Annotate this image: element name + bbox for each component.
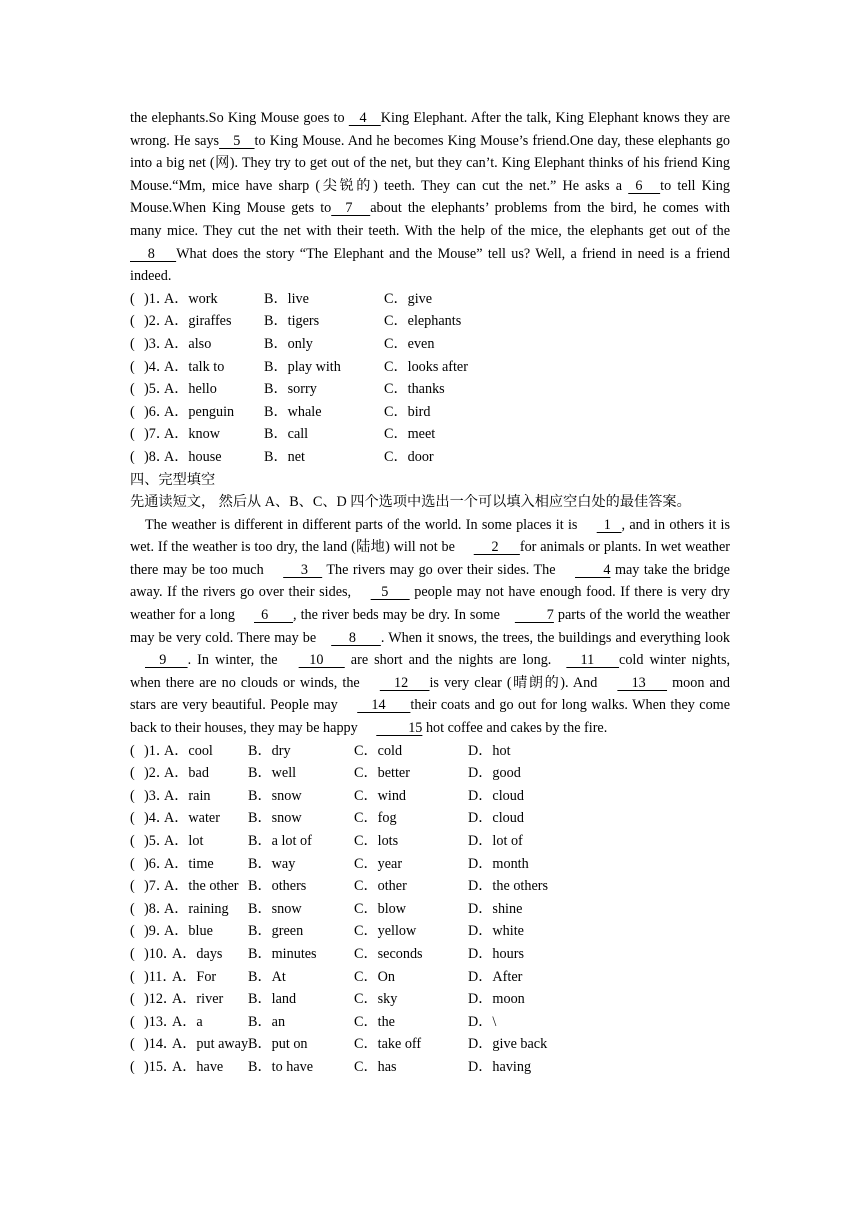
option-b: B．play with (264, 358, 341, 375)
option-b: B．snow (248, 900, 302, 917)
option-b: B．At (248, 968, 286, 985)
option-c: C．thanks (384, 381, 445, 398)
option-b: B．land (248, 991, 297, 1008)
option-b: B．snow (248, 787, 302, 804)
question-number: )2． (144, 765, 171, 782)
option-b: B．whale (264, 403, 322, 420)
passage-text: to King Mouse. And he becomes King Mouse’s friend.One day, these elephants go into a big net (网). They try to get out of the net, but they can’t. King Elephant thinks of his friend King Mouse.“Mm, mice have sharp (尖锐的) teeth. They can cut the net.” He asks a (130, 132, 731, 194)
passage-text: are short and the nights are long. (344, 652, 552, 669)
option-b: B．tigers (264, 313, 320, 330)
option-c: C．sky (354, 991, 398, 1008)
option-a: A．days (172, 945, 223, 962)
answer-blank: 14 (357, 697, 411, 714)
answer-paren: ( (130, 833, 135, 849)
question-number: )8． (144, 900, 171, 917)
option-c: C．meet (384, 426, 436, 443)
question-row (130, 401, 730, 424)
option-c: C．year (354, 855, 403, 872)
option-b: B．a lot of (248, 833, 312, 849)
answer-paren: ( (130, 290, 135, 307)
answer-paren: ( (130, 335, 135, 352)
option-d: D．good (468, 765, 521, 782)
passage-text: their coats and go out for long walks. When they come back to their houses, they may be happy (130, 697, 730, 737)
option-a: A．blue (164, 923, 213, 940)
option-c: C．better (354, 765, 410, 782)
option-c: C．door (384, 448, 434, 465)
answer-paren: ( (130, 855, 135, 872)
answer-paren: ( (130, 991, 135, 1008)
answer-blank: 4 (575, 561, 611, 578)
option-d: D．cloud (468, 787, 524, 804)
question-number: )10． (144, 945, 178, 962)
question-number: )9． (144, 923, 171, 940)
option-c: C．even (384, 335, 435, 352)
answer-paren: ( (130, 358, 135, 375)
question-number: )1． (144, 742, 171, 759)
option-a: A．penguin (164, 403, 235, 420)
passage-text: What does the story “The Elephant and the Mouse” tell us? Well, a friend in need is a friend indeed. (130, 245, 730, 285)
passage-text: , the river beds may be dry. In some (293, 607, 500, 624)
option-a: A．raining (164, 900, 229, 917)
option-b: B．well (248, 765, 297, 782)
option-d: D．After (468, 968, 523, 985)
option-c: C．give (384, 290, 433, 307)
question-row (130, 288, 730, 311)
option-a: A．the other (164, 878, 239, 895)
question-row (130, 785, 730, 808)
option-c: C．cold (354, 742, 403, 759)
question-row (130, 1011, 730, 1034)
option-d: D．hot (468, 742, 511, 759)
question-number: )5． (144, 381, 171, 398)
question-row (130, 988, 730, 1011)
question-number: )7． (144, 426, 171, 443)
option-c: C．blow (354, 900, 407, 917)
option-d: D．hours (468, 945, 524, 962)
option-a: A．house (164, 448, 222, 465)
passage-elephant-mouse (130, 107, 730, 288)
answer-paren: ( (130, 787, 135, 804)
answer-blank: 8 (130, 245, 177, 262)
option-d: D．the others (468, 878, 548, 895)
question-number: )11． (144, 968, 177, 985)
option-c: C．yellow (354, 923, 417, 940)
option-d: D．month (468, 855, 529, 872)
answer-blank: 4 (348, 110, 381, 126)
option-c: C．take off (354, 1036, 422, 1053)
passage-text: moon and stars are very beautiful. People may (130, 674, 730, 714)
passage-text: . When it snows, the trees, the buildings and everything look (380, 629, 731, 646)
option-a: A．river (172, 991, 224, 1008)
option-c: C．wind (354, 787, 407, 804)
option-b: B．snow (248, 810, 302, 827)
question-row (130, 943, 730, 966)
option-c: C．the (354, 1013, 395, 1030)
question-number: )1． (144, 290, 171, 307)
option-c: C．seconds (354, 945, 423, 962)
question-row (130, 333, 730, 356)
option-d: D．moon (468, 991, 525, 1008)
section-heading: 四、完型填空 (130, 471, 216, 488)
passage-text: may take the bridge away. If the rivers go over their sides, (130, 561, 730, 601)
answer-blank: 7 (331, 200, 371, 217)
option-a: A．rain (164, 787, 211, 804)
passage-text: is very clear (晴朗的). And (429, 674, 603, 691)
answer-paren: ( (130, 448, 135, 465)
option-c: C．bird (384, 403, 431, 420)
question-number: )5． (144, 833, 171, 849)
question-row (130, 1056, 730, 1079)
question-row (130, 378, 730, 401)
passage-text: people may not have enough food. If there is very dry weather for a long (130, 584, 730, 624)
option-c: C．has (354, 1058, 397, 1075)
option-b: B．minutes (248, 945, 317, 962)
answer-paren: ( (130, 1013, 135, 1030)
option-b: B．sorry (264, 381, 317, 398)
answer-paren: ( (130, 923, 135, 940)
question-number: )4． (144, 810, 171, 827)
question-number: )12． (144, 991, 178, 1008)
passage-text: King Elephant. After the talk, King Elephant knows they are wrong. He says (130, 110, 731, 149)
option-d: D．white (468, 923, 524, 940)
answer-blank: 10 (298, 652, 345, 669)
option-b: B．dry (248, 742, 291, 759)
option-a: A．For (172, 968, 217, 985)
option-a: A．hello (164, 381, 217, 398)
answer-paren: ( (130, 900, 135, 917)
passage-text: The weather is different in different parts of the world. In some places it is (145, 516, 582, 533)
answer-paren: ( (130, 878, 135, 895)
option-c: C．elephants (384, 313, 462, 330)
answer-paren: ( (130, 968, 135, 985)
option-a: A．a (172, 1013, 203, 1030)
question-row (130, 898, 730, 921)
answer-blank: 9 (145, 652, 188, 669)
answer-blank: 13 (617, 674, 668, 691)
passage-text: to tell King Mouse.When King Mouse gets to (130, 177, 730, 217)
question-row (130, 423, 730, 446)
option-a: A．bad (164, 765, 209, 782)
answer-blank: 5 (370, 584, 410, 601)
question-number: )15． (144, 1058, 178, 1075)
question-row (130, 853, 730, 876)
passage-text: hot coffee and cakes by the fire. (422, 720, 608, 737)
passage-text: cold winter nights, when there are no clouds or winds, the (130, 652, 731, 691)
option-b: B．to have (248, 1058, 314, 1075)
question-number: )14． (144, 1036, 178, 1053)
question-row (130, 875, 730, 898)
option-d: D．shine (468, 900, 523, 917)
option-b: B．an (248, 1013, 286, 1030)
option-a: A．talk to (164, 358, 225, 375)
question-number: )4． (144, 358, 171, 375)
question-row (130, 920, 730, 943)
question-row (130, 830, 730, 853)
option-d: D．having (468, 1058, 532, 1075)
question-number: )2． (144, 313, 171, 330)
option-c: C．other (354, 878, 407, 895)
passage-text: , and in others it is wet. If the weather is too dry, the land (陆地) will not be (130, 516, 730, 556)
question-row (130, 356, 730, 379)
option-a: A．giraffes (164, 313, 232, 330)
option-a: A．time (164, 855, 214, 872)
option-a: A．water (164, 810, 220, 827)
answer-blank: 5 (219, 132, 255, 149)
question-number: )6． (144, 403, 171, 420)
answer-paren: ( (130, 426, 135, 443)
option-a: A．also (164, 335, 212, 352)
question-number: )8． (144, 448, 171, 465)
answer-blank: 15 (376, 720, 423, 737)
option-a: A．have (172, 1058, 224, 1075)
option-c: C．fog (354, 810, 397, 827)
option-b: B．put on (248, 1036, 308, 1053)
answer-blank: 6 (628, 177, 661, 194)
question-number: )3． (144, 335, 171, 352)
option-b: B．way (248, 855, 296, 872)
option-a: A．know (164, 426, 220, 443)
passage-text: . In winter, the (187, 652, 284, 669)
answer-blank: 8 (331, 629, 381, 646)
option-a: A．put away (172, 1036, 249, 1053)
option-a: A．lot (164, 833, 204, 849)
answer-blank: 7 (514, 607, 554, 624)
option-b: B．call (264, 426, 309, 443)
answer-paren: ( (130, 381, 135, 398)
passage-weather (130, 514, 730, 740)
question-number: )13． (144, 1013, 178, 1030)
option-d: D．\ (468, 1013, 497, 1030)
answer-paren: ( (130, 1036, 135, 1053)
option-c: C．lots (354, 833, 399, 849)
passage-text: about the elephants’ problems from the bird, he comes with many mice. They cut the net with their teeth. With the help of the mice, the elephants get out of the (130, 200, 730, 239)
option-b: B．green (248, 923, 304, 940)
question-list-2 (130, 740, 730, 1079)
answer-paren: ( (130, 945, 135, 962)
option-a: A．cool (164, 742, 213, 759)
option-a: A．work (164, 290, 218, 307)
answer-paren: ( (130, 765, 135, 782)
question-row (130, 740, 730, 763)
option-b: B．live (264, 290, 309, 307)
answer-paren: ( (130, 313, 135, 330)
option-b: B．others (248, 878, 307, 895)
answer-blank: 12 (379, 674, 430, 691)
question-number: )6． (144, 855, 171, 872)
question-row (130, 807, 730, 830)
document-page (130, 107, 730, 1079)
question-row (130, 310, 730, 333)
answer-paren: ( (130, 810, 135, 827)
answer-blank: 11 (566, 652, 620, 669)
question-number: )7． (144, 878, 171, 895)
answer-paren: ( (130, 742, 135, 759)
answer-blank: 3 (283, 561, 323, 578)
question-row (130, 446, 730, 469)
section-instruction: 先通读短文， 然后从 A、B、C、D 四个选项中选出一个可以填入相应空白处的最佳答案。 (130, 494, 691, 511)
question-row (130, 966, 730, 989)
answer-paren: ( (130, 1058, 135, 1075)
option-b: B．net (264, 448, 305, 465)
option-d: D．cloud (468, 810, 524, 827)
option-d: D．give back (468, 1036, 548, 1053)
question-row (130, 762, 730, 785)
option-c: C．On (354, 968, 395, 985)
answer-blank: 1 (596, 516, 622, 533)
passage-text: for animals or plants. In wet weather there may be too much (130, 539, 730, 578)
question-list-1 (130, 288, 730, 469)
option-d: D．lot of (468, 833, 523, 849)
answer-blank: 6 (254, 607, 294, 624)
question-row (130, 1033, 730, 1056)
option-b: B．only (264, 335, 313, 352)
option-c: C．looks after (384, 358, 468, 375)
answer-blank: 2 (473, 539, 520, 556)
question-number: )3． (144, 787, 171, 804)
passage-text: parts of the world the weather may be very cold. There may be (130, 607, 730, 646)
answer-paren: ( (130, 403, 135, 420)
passage-text: The rivers may go over their sides. The (322, 561, 561, 578)
passage-text: the elephants.So King Mouse goes to (130, 110, 349, 126)
